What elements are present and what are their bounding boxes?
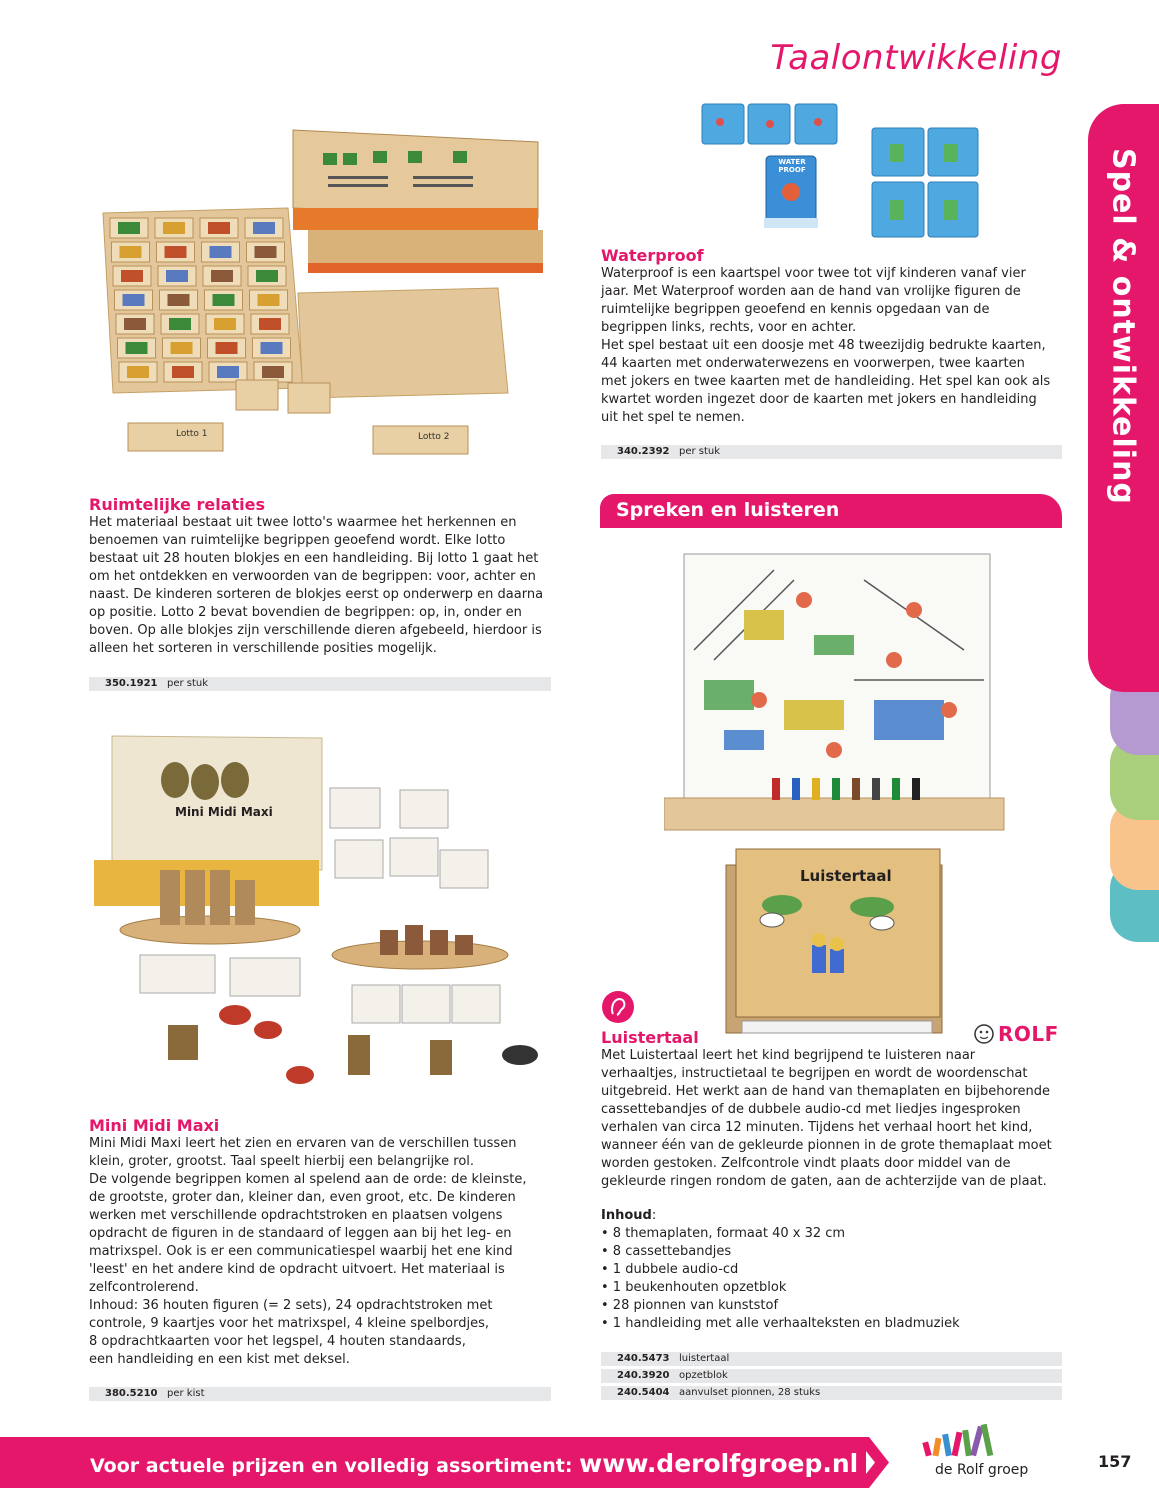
inhoud-item: • 8 cassettebandjes: [601, 1244, 732, 1259]
product-code: 350.1921: [105, 678, 158, 689]
product-code: 240.3920: [617, 1370, 670, 1381]
lotto-tile-picture: [172, 366, 194, 378]
lotto-tile-picture: [127, 366, 149, 378]
waterproof-title: Waterproof: [601, 246, 704, 265]
lotto-tile-picture: [165, 246, 187, 258]
lotto-tile-picture: [169, 318, 191, 330]
side-tab-label: Spel & ontwikkeling: [1105, 148, 1141, 505]
lotto-tile-picture: [121, 270, 143, 282]
lotto-tile-picture: [171, 342, 193, 354]
ruimtelijke-relaties-image: [88, 118, 548, 468]
product-unit: aanvulset pionnen, 28 stuks: [679, 1387, 821, 1398]
lotto1-label: Lotto 1: [176, 429, 208, 439]
page-number: 157: [1098, 1452, 1132, 1471]
product-code: 240.5473: [617, 1353, 670, 1364]
inhoud-item: • 1 handleiding met alle verhaalteksten en bladmuziek: [601, 1316, 960, 1331]
inhoud-item: • 1 beukenhouten opzetblok: [601, 1280, 787, 1295]
product-unit: per stuk: [167, 678, 209, 689]
luistertaal-code-bar-2: [601, 1369, 1062, 1383]
product-unit: per stuk: [679, 446, 721, 457]
rolf-logo-text: ROLF: [998, 1022, 1059, 1046]
waterproof-image: [700, 100, 980, 245]
ruimtelijke-relaties-title: Ruimtelijke relaties: [89, 495, 265, 514]
waterproof-description: Waterproof is een kaartspel voor twee tot vijf kinderen vanaf vier jaar. Met Waterproof worden aan de hand van vrolijke figuren de ruimtelijke begrippen geoefend en kennis opgedaan van de begrippen links, rechts, voor en achter. Het spel bestaat uit een doosje met 48 tweezijdig bedrukte kaarten, 44 kaarten met onderwaterwezens en voorwerpen, twee kaarten met jokers en twee kaarten met de handleiding. Het spel kan ook als kwartet worden ingezet door de kaarten met jokers en handleiding uit het spel te nemen.: [601, 266, 1051, 425]
product-code: 380.5210: [105, 1388, 158, 1399]
luistertaal-code-bar-3: [601, 1386, 1062, 1400]
luistertaal-board-image: [664, 550, 1009, 835]
luistertaal-box-title: Luistertaal: [800, 867, 892, 885]
rolf-groep-logo: [918, 1420, 1018, 1460]
waterproof-box-label: WATER PROOF: [778, 158, 806, 174]
lotto-tile-picture: [166, 270, 188, 282]
lotto-tile-picture: [118, 222, 140, 234]
mini-midi-maxi-code-bar: [89, 1387, 551, 1401]
chevron-right-icon: [855, 1437, 895, 1492]
lotto-tile-picture: [262, 366, 284, 378]
lotto-tile-picture: [217, 366, 239, 378]
lotto-tile-picture: [214, 318, 236, 330]
product-unit: per kist: [167, 1388, 205, 1399]
lotto-tile-picture: [256, 270, 278, 282]
mini-midi-maxi-description: Mini Midi Maxi leert het zien en ervaren van de verschillen tussen klein, groter, grootst. Taal speelt hierbij een belangrijke rol. De volgende begrippen komen al spelend aan de orde: de kleinste, de grootste, groter dan, kleiner dan, even groot, etc. De kinderen werken met verschillende opdrachtstroken en plaatsen volgens opdracht de figuren in de standaard of leggen aan bij het leg- en matrixspel. Ook is er een communicatiespel waarbij het ene kind 'leest' en het andere kind de opdracht uitvoert. Het materiaal is zelfcontrolerend. Inhoud: 36 houten figuren (= 2 sets), 24 opdrachtstroken met controle, 9 kaartjes voor het matrixspel, 4 kleine spelbordjes, 8 opdrachtkaarten voor het legspel, 4 houten standaards, een handleiding en een kist met deksel.: [89, 1136, 527, 1367]
product-unit: opzetblok: [679, 1370, 728, 1381]
inhoud-item: • 1 dubbele audio-cd: [601, 1262, 739, 1277]
luistertaal-title: Luistertaal: [601, 1028, 699, 1047]
luistertaal-box-image: [722, 845, 947, 1035]
lotto-tile-picture: [163, 222, 185, 234]
luistertaal-inhoud: Inhoud: • 8 themaplaten, formaat 40 x 32 cm • 8 cassettebandjes • 1 dubbele audio-cd • 1 beukenhouten opzetblok • 28 pionnen van kunststof • 1 handleiding met alle verhaalteksten en bladmuziek: [601, 1207, 1071, 1333]
lotto-tile-picture: [123, 294, 145, 306]
side-tab-spel-ontwikkeling[interactable]: [1088, 104, 1159, 692]
footer-url-link[interactable]: www.derolfgroep.nl: [579, 1449, 859, 1478]
lotto-tile-picture: [261, 342, 283, 354]
rolf-brand-logo: [972, 1022, 1058, 1046]
lotto-tile-picture: [208, 222, 230, 234]
lotto-tile-picture: [211, 270, 233, 282]
inhoud-item: • 28 pionnen van kunststof: [601, 1298, 779, 1313]
inhoud-label: Inhoud: [601, 1208, 652, 1223]
lotto-tile-picture: [213, 294, 235, 306]
page-title: Taalontwikkeling: [770, 38, 1062, 78]
lotto-tile-picture: [168, 294, 190, 306]
footer-text: [90, 1449, 858, 1478]
luistertaal-code-bar-1: [601, 1352, 1062, 1366]
lotto-tile-picture: [210, 246, 232, 258]
product-code: 340.2392: [617, 446, 670, 457]
mini-midi-maxi-image: [90, 730, 550, 1100]
product-code: 240.5404: [617, 1387, 670, 1398]
footer-label: Voor actuele prijzen en volledig assortiment:: [90, 1455, 573, 1477]
company-logo-text: de Rolf groep: [935, 1462, 1029, 1478]
mini-midi-maxi-title: Mini Midi Maxi: [89, 1116, 220, 1135]
section-banner-spreken-luisteren: [600, 494, 1062, 528]
lotto-tile-picture: [258, 294, 280, 306]
product-unit: luistertaal: [679, 1353, 730, 1364]
ruimtelijke-relaties-code-bar: [89, 677, 551, 691]
lotto-tile-picture: [255, 246, 277, 258]
section-title: Spreken en luisteren: [616, 499, 840, 521]
lotto-tile-picture: [126, 342, 148, 354]
lotto-tile-picture: [216, 342, 238, 354]
lotto-tile-picture: [124, 318, 146, 330]
ruimtelijke-relaties-description: Het materiaal bestaat uit twee lotto's waarmee het herkennen en benoemen van ruimtelijke begrippen geoefend wordt. Elke lotto bestaat uit 28 houten blokjes en een handleiding. Bij lotto 1 gaat het om het ontdekken en verwoorden van de begrippen: voor, achter en naast. De kinderen sorteren de blokjes eerst op onderwerp en daarna op positie. Lotto 2 bevat bovendien de begrippen: op, in, onder en boven. Op alle blokjes zijn verschillende dieren afgebeeld, hierdoor is alleen het sorteren in verschillende posities mogelijk.: [89, 515, 544, 656]
ear-icon: [601, 990, 635, 1024]
lotto-tile-picture: [120, 246, 142, 258]
waterproof-code-bar: [601, 445, 1062, 459]
lotto2-label: Lotto 2: [418, 432, 450, 442]
mini-midi-maxi-box-label: Mini Midi Maxi: [175, 805, 273, 819]
lotto-tile-picture: [253, 222, 275, 234]
inhoud-item: • 8 themaplaten, formaat 40 x 32 cm: [601, 1226, 846, 1241]
luistertaal-description: Met Luistertaal leert het kind begrijpend te luisteren naar verhaaltjes, instructietaal te begrijpen en wordt de woordenschat uitgebreid. Het werkt aan de hand van themaplaten en bijbehorende cassettebandjes of de dubbele audio-cd met liedjes ingesproken verhalen van circa 12 minuten. Tijdens het verhaal hoort het kind, wanneer één van de gekleurde pionnen in de grote themaplaat moet worden gestoken. Zelfcontrole vindt plaats door middel van de gekleurde ringen rondom de gaten, aan de achterzijde van de plaat.: [601, 1048, 1052, 1189]
lotto-tile-picture: [259, 318, 281, 330]
